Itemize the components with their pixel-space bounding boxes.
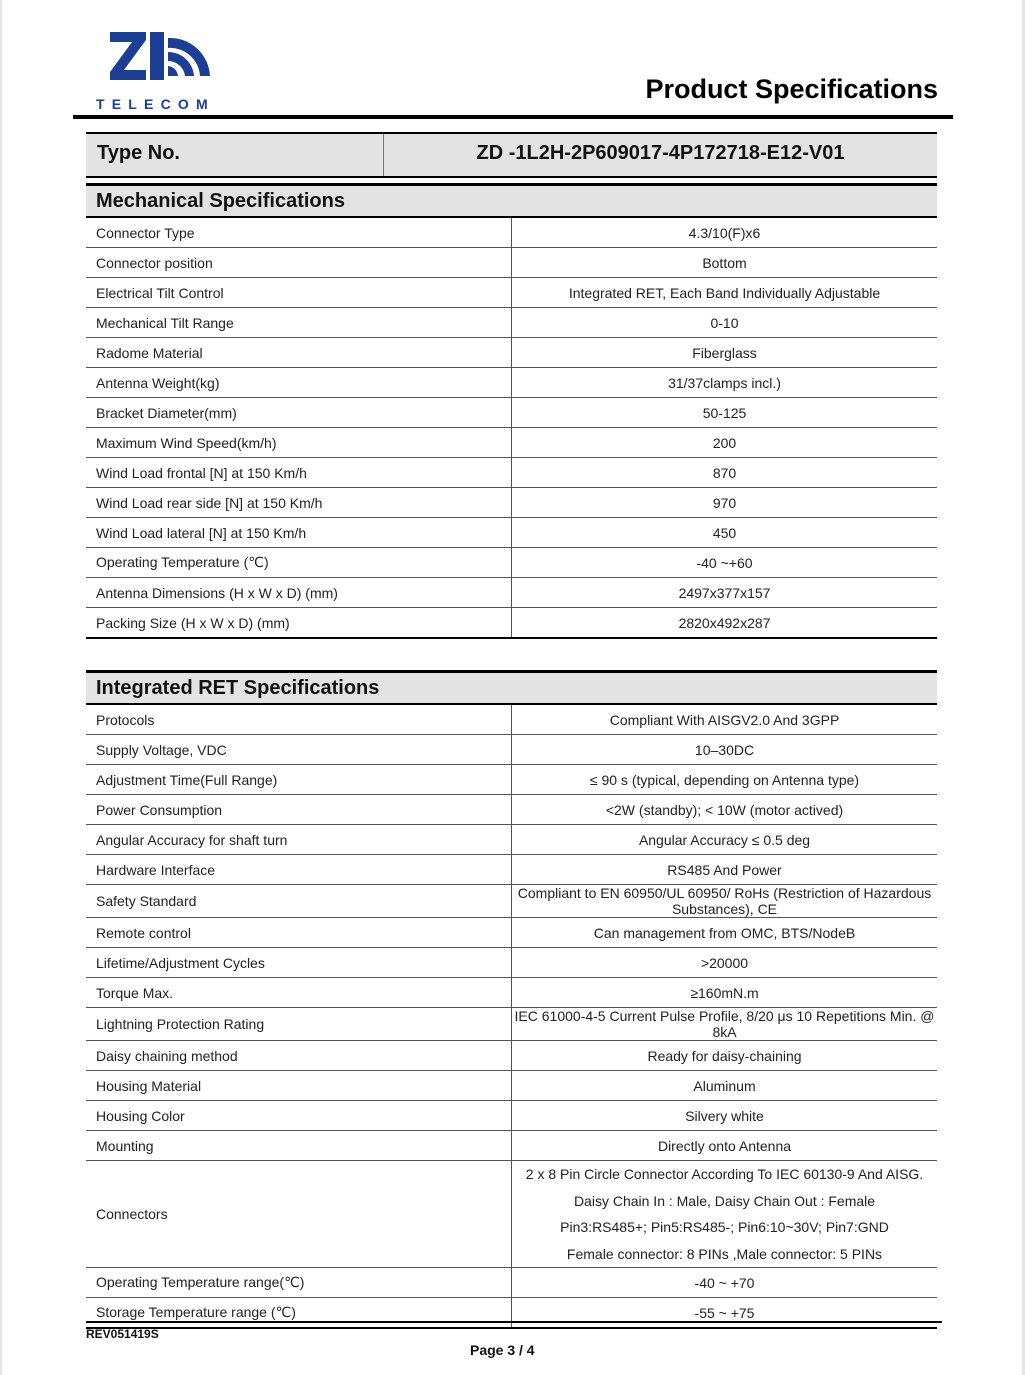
mechanical-spec-table bbox=[86, 183, 937, 639]
spec-row bbox=[86, 1298, 937, 1329]
spec-row bbox=[86, 704, 937, 735]
spec-label: Wind Load rear side [N] at 150 Km/h bbox=[86, 488, 512, 518]
spec-value: Aluminum bbox=[512, 1071, 938, 1101]
spec-label: Antenna Dimensions (H x W x D) (mm) bbox=[86, 578, 512, 608]
spec-label: Remote control bbox=[86, 918, 512, 948]
type-number-row bbox=[86, 132, 937, 178]
type-number-value: ZD -1L2H-2P609017-4P172718-E12-V01 bbox=[476, 142, 845, 164]
spec-row bbox=[86, 578, 937, 608]
header-divider bbox=[73, 115, 953, 119]
spec-label: Safety Standard bbox=[86, 885, 512, 918]
spec-value: Silvery white bbox=[512, 1101, 938, 1131]
page-edge-left bbox=[0, 0, 2, 1375]
spec-value: 870 bbox=[512, 458, 938, 488]
spec-label: Storage Temperature range (℃) bbox=[86, 1298, 512, 1329]
spec-label: Adjustment Time(Full Range) bbox=[86, 765, 512, 795]
type-number-label: Type No. bbox=[97, 142, 180, 164]
spec-row bbox=[86, 885, 937, 918]
spec-label: Daisy chaining method bbox=[86, 1041, 512, 1071]
spec-row bbox=[86, 608, 937, 639]
spec-row bbox=[86, 458, 937, 488]
spec-row bbox=[86, 735, 937, 765]
spec-value: Angular Accuracy ≤ 0.5 deg bbox=[512, 825, 938, 855]
spec-value: -40 ~ +70 bbox=[512, 1268, 938, 1298]
spec-row-connectors bbox=[86, 1161, 937, 1268]
spec-label: Connectors bbox=[86, 1161, 512, 1268]
spec-label: Protocols bbox=[86, 704, 512, 735]
spec-value: ≥160mN.m bbox=[512, 978, 938, 1008]
spec-row bbox=[86, 428, 937, 458]
spec-row bbox=[86, 1008, 937, 1041]
spec-label: Antenna Weight(kg) bbox=[86, 368, 512, 398]
section-header-row bbox=[86, 185, 937, 218]
spec-label: Connector Type bbox=[86, 217, 512, 248]
spec-row bbox=[86, 978, 937, 1008]
spec-value: RS485 And Power bbox=[512, 855, 938, 885]
spec-value: 200 bbox=[512, 428, 938, 458]
spec-value: 4.3/10(F)x6 bbox=[512, 217, 938, 248]
spec-value: <2W (standby); < 10W (motor actived) bbox=[512, 795, 938, 825]
spec-label: Supply Voltage, VDC bbox=[86, 735, 512, 765]
spec-value: Integrated RET, Each Band Individually Adjustable bbox=[512, 278, 938, 308]
spec-row bbox=[86, 855, 937, 885]
spec-row bbox=[86, 248, 937, 278]
spec-label: Operating Temperature range(℃) bbox=[86, 1268, 512, 1298]
section-title: Mechanical Specifications bbox=[86, 185, 937, 218]
spec-label: Housing Material bbox=[86, 1071, 512, 1101]
section-title: Integrated RET Specifications bbox=[86, 672, 937, 705]
spec-row bbox=[86, 368, 937, 398]
spec-row bbox=[86, 518, 937, 548]
spec-label: Connector position bbox=[86, 248, 512, 278]
spec-label: Operating Temperature (℃) bbox=[86, 548, 512, 578]
spec-value: Compliant With AISGV2.0 And 3GPP bbox=[512, 704, 938, 735]
spec-value: 450 bbox=[512, 518, 938, 548]
spec-row bbox=[86, 488, 937, 518]
spec-value-multiline bbox=[512, 1161, 938, 1268]
spec-value: Fiberglass bbox=[512, 338, 938, 368]
spec-label: Hardware Interface bbox=[86, 855, 512, 885]
connector-detail-line: Daisy Chain In : Male, Daisy Chain Out : Female bbox=[573, 1192, 876, 1209]
spec-label: Mechanical Tilt Range bbox=[86, 308, 512, 338]
revision-code: REV051419S bbox=[86, 1327, 159, 1341]
spec-value: 2820x492x287 bbox=[512, 608, 938, 639]
connector-detail-line: Pin3:RS485+; Pin5:RS485-; Pin6:10~30V; Pin7:GND bbox=[560, 1219, 889, 1235]
spec-row bbox=[86, 398, 937, 428]
spec-label: Radome Material bbox=[86, 338, 512, 368]
spec-value: >20000 bbox=[512, 948, 938, 978]
spec-value: ≤ 90 s (typical, depending on Antenna type) bbox=[512, 765, 938, 795]
spec-label: Wind Load frontal [N] at 150 Km/h bbox=[86, 458, 512, 488]
spec-value: -55 ~ +75 bbox=[512, 1298, 938, 1329]
page-title: Product Specifications bbox=[645, 74, 938, 104]
spec-value: 0-10 bbox=[512, 308, 938, 338]
spec-label: Torque Max. bbox=[86, 978, 512, 1008]
spec-label: Lifetime/Adjustment Cycles bbox=[86, 948, 512, 978]
spec-label: Mounting bbox=[86, 1131, 512, 1161]
spec-value: 970 bbox=[512, 488, 938, 518]
spec-row bbox=[86, 278, 937, 308]
spec-value: Compliant to EN 60950/UL 60950/ RoHs (Restriction of Hazardous Substances), CE bbox=[512, 885, 938, 918]
spec-row bbox=[86, 548, 937, 578]
spec-row bbox=[86, 338, 937, 368]
spec-label: Packing Size (H x W x D) (mm) bbox=[86, 608, 512, 639]
spec-value: 10–30DC bbox=[512, 735, 938, 765]
zd-logo-icon bbox=[108, 30, 218, 90]
spec-value: 31/37clamps incl.) bbox=[512, 368, 938, 398]
spec-value: 2497x377x157 bbox=[512, 578, 938, 608]
footer-divider bbox=[86, 1321, 942, 1323]
spec-value: Directly onto Antenna bbox=[512, 1131, 938, 1161]
logo-text: TELECOM bbox=[96, 96, 215, 112]
spec-value: Bottom bbox=[512, 248, 938, 278]
spec-row bbox=[86, 308, 937, 338]
spec-label: Housing Color bbox=[86, 1101, 512, 1131]
spec-value: IEC 61000-4-5 Current Pulse Profile, 8/20 μs 10 Repetitions Min. @ 8kA bbox=[512, 1008, 938, 1041]
page-number: Page 3 / 4 bbox=[470, 1342, 535, 1358]
spec-row bbox=[86, 1041, 937, 1071]
spec-label: Bracket Diameter(mm) bbox=[86, 398, 512, 428]
spec-label: Wind Load lateral [N] at 150 Km/h bbox=[86, 518, 512, 548]
connector-detail-line: 2 x 8 Pin Circle Connector According To IEC 60130-9 And AISG. bbox=[525, 1166, 924, 1182]
spec-row bbox=[86, 825, 937, 855]
spec-row bbox=[86, 1268, 937, 1298]
connector-detail-line: Female connector: 8 PINs ,Male connector: 5 PINs bbox=[566, 1245, 883, 1262]
spec-row bbox=[86, 918, 937, 948]
spec-row bbox=[86, 1101, 937, 1131]
spec-label: Maximum Wind Speed(km/h) bbox=[86, 428, 512, 458]
spec-value: 50-125 bbox=[512, 398, 938, 428]
spec-value: Ready for daisy-chaining bbox=[512, 1041, 938, 1071]
spec-label: Lightning Protection Rating bbox=[86, 1008, 512, 1041]
ret-spec-table bbox=[86, 670, 937, 1329]
spec-value: Can management from OMC, BTS/NodeB bbox=[512, 918, 938, 948]
spec-row bbox=[86, 1131, 937, 1161]
spec-row bbox=[86, 1071, 937, 1101]
spec-label: Electrical Tilt Control bbox=[86, 278, 512, 308]
spec-row bbox=[86, 217, 937, 248]
spec-value: -40 ~+60 bbox=[512, 548, 938, 578]
spec-label: Angular Accuracy for shaft turn bbox=[86, 825, 512, 855]
spec-row bbox=[86, 795, 937, 825]
spec-label: Power Consumption bbox=[86, 795, 512, 825]
company-logo bbox=[96, 30, 226, 115]
spec-row bbox=[86, 948, 937, 978]
section-header-row bbox=[86, 672, 937, 705]
spec-row bbox=[86, 765, 937, 795]
